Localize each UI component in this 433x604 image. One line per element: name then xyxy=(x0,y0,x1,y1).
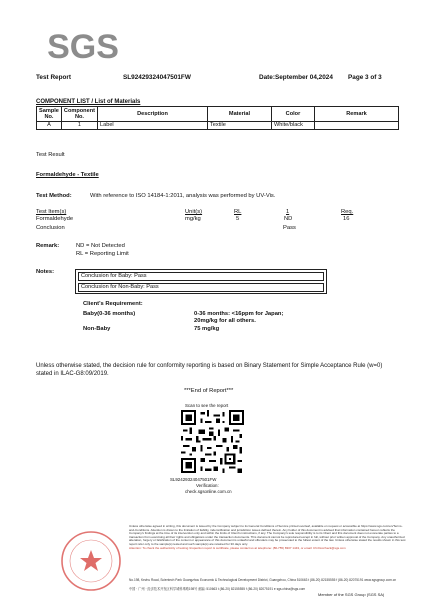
company-seal-stamp xyxy=(60,530,122,592)
note-non-baby: Conclusion for Non-Baby: Pass xyxy=(78,283,324,292)
page-number: Page 3 of 3 xyxy=(348,74,382,81)
component-table xyxy=(36,106,399,130)
scan-instruction: Scan to see the report xyxy=(185,403,229,408)
test-method-text: With reference to ISO 14184-1:2011, analysis was performed by UV-Vis. xyxy=(90,193,276,199)
notes-label: Notes: xyxy=(36,269,55,275)
verification-url[interactable]: check.sgsonline.com.cn xyxy=(185,489,232,494)
test-result-heading: Test Result xyxy=(36,152,65,158)
col-sample-no: Sample No. xyxy=(37,107,62,122)
col-material: Material xyxy=(207,107,271,122)
cell-description: Label xyxy=(97,122,207,130)
requirement-baby-value-1: 0-36 months: <16ppm for Japan; xyxy=(194,311,284,317)
th-unit: Unit(s) xyxy=(185,209,203,215)
component-table-header xyxy=(37,107,399,122)
report-number: SL92429324047501FW xyxy=(123,74,191,81)
col-component-no: Component No. xyxy=(61,107,97,122)
sgs-logo xyxy=(38,22,128,70)
verification-qr-code[interactable] xyxy=(181,410,244,473)
test-method-label: Test Method: xyxy=(36,193,72,199)
notes-box xyxy=(75,269,327,294)
sgs-group-member: Member of the SGS Group (SGS SA) xyxy=(318,592,385,597)
terms-text: Unless otherwise agreed in writing, this document is issued by the Company subject to its General Conditions of Service printed overleaf, available on request or accessible at https://www.sgs.com/en/Terms-and-Conditions. Attention is drawn to the limitation of liability, indemnification and jurisdiction issues defined therein. Any holder of this document is advised that information contained hereon reflects the Company's findings at the time of its intervention only and within the limits of Client's instructions, if any. The Company's sole responsibility is to its Client and this document does not exonerate parties to a transaction from exercising all their rights and obligations under the transaction documents. This document cannot be reproduced except in full, without prior written approval of the Company. Any unauthorized alteration, forgery or falsification of the content or appearance of this document is unlawful and offenders may be prosecuted to the fullest extent of the law. Unless otherwise stated the results shown in this test report refer only to the sample(s) tested and such sample(s) are retained for 30 days only. xyxy=(129,524,406,546)
cell-sample: A xyxy=(37,122,62,130)
th-test-item: Test Item(s) xyxy=(36,209,67,215)
address-chinese: 中国 · 广州 · 经济技术开发区科学城科珠路198号 邮编: 510663 t (86-20) 82155555 f (86-20) 82075191 e sgs.china@sgs.com xyxy=(129,587,306,591)
requirement-nonbaby-label: Non-Baby xyxy=(83,326,111,332)
end-of-report: ***End of Report*** xyxy=(184,388,234,394)
row-result: ND xyxy=(284,216,293,222)
svg-text:SGS: SGS xyxy=(47,28,119,66)
decision-rule-paragraph: Unless otherwise stated, the decision rule for conformity reporting is based on Binary Statement for Simple Acceptance Rule (w=0) stated in ILAC-G8:09/2019. xyxy=(36,363,383,377)
report-date: Date:September 04,2024 xyxy=(259,74,333,81)
row-item: Formaldehyde xyxy=(36,216,74,222)
terms-fine-print xyxy=(129,525,407,550)
note-baby: Conclusion for Baby: Pass xyxy=(78,272,324,281)
th-rl: RL xyxy=(234,209,242,215)
th-req: Req. xyxy=(341,209,354,215)
remark-label: Remark: xyxy=(36,243,60,249)
row-req: 16 xyxy=(343,216,350,222)
row-rl: 5 xyxy=(236,216,240,222)
remark-rl: RL = Reporting Limit xyxy=(76,251,129,257)
col-color: Color xyxy=(271,107,314,122)
col-remark: Remark xyxy=(314,107,398,122)
requirement-heading: Client's Requirement: xyxy=(83,301,143,307)
component-list-title: COMPONENT LIST / List of Materials xyxy=(36,99,141,105)
address-english: No.198, Kezhu Road, Scientech Park Guangzhou Economic & Technological Development District, Guangzhou, China 510663 t (86-20) 82155555 f (86-20) 82075191 www.sgsgroup.com.cn xyxy=(129,578,397,582)
test-section-title: Formaldehyde - Textile xyxy=(36,172,99,178)
report-title: Test Report xyxy=(36,74,72,81)
cell-component: 1 xyxy=(61,122,97,130)
requirement-nonbaby-value: 75 mg/kg xyxy=(194,326,220,332)
verification-code: SL92429324047501FW xyxy=(170,477,217,482)
cell-remark xyxy=(314,122,398,130)
requirement-baby-label: Baby(0-36 months) xyxy=(83,311,136,317)
authenticity-attention: Attention: To check the authenticity of testing /inspection report & certificate, please contact us at telephone: (86-755) 8307 1443, or email: CN.Doccheck@sgs.com xyxy=(129,545,346,550)
verification-label: Verification: xyxy=(196,483,219,488)
row-unit: mg/kg xyxy=(185,216,201,222)
col-description: Description xyxy=(97,107,207,122)
remark-nd: ND = Not Detected xyxy=(76,243,125,249)
requirement-baby-value-2: 20mg/kg for all others. xyxy=(194,318,256,324)
conclusion-label: Conclusion xyxy=(36,225,65,231)
cell-material: Textile xyxy=(207,122,271,130)
cell-color: White/black xyxy=(271,122,314,130)
th-result: 1 xyxy=(286,209,290,215)
conclusion-value: Pass xyxy=(283,225,296,231)
table-row xyxy=(37,122,399,130)
